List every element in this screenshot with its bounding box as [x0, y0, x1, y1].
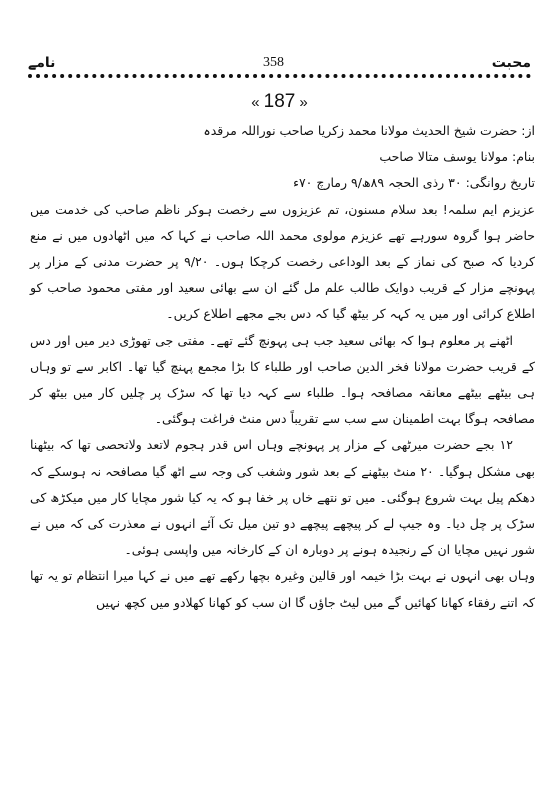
header-left-title: نامے	[28, 55, 56, 71]
letter-meta	[30, 118, 535, 197]
paragraph: اٹھنے پر معلوم ہوا کہ بھائی سعید جب ہی پہونچ گئے تھے۔ مفتی جی تھوڑی دیر میں اور دس کے قریب حضرت مولانا فخر الدین صاحب اور طلباء کا بڑا مجمع پہنچ گیا تھا۔ اکابر سے تو وہاں ہی بیٹھے بیٹھے معانقہ مصافحہ ہوا۔ طلباء سے کہہ دیا تھا کہ سڑک پر چلیں کار میں بیٹھ کر مصافحہ ہوگا بہت اطمینان سے سب سے تقریباً دس منٹ فراغت ہوگئی۔	[30, 332, 535, 427]
paragraph: ۱۲ بجے حضرت میرٹھی کے مزار پر پہونچے وہاں اس قدر ہجوم لاتعد ولاتحصی تھا کہ بیٹھنا بھی مشکل ہوگیا۔ ۲۰ منٹ بیٹھنے کے بعد شور وشغب کی وجہ سے اٹھ گیا مصافحہ نہ ہوسکے کہ دھکم پیل بہت شروع ہوگئی۔ میں تو نتھے خاں پر خفا ہو کہ یہ کیا شور مچایا کار میں میکڑھ کی سڑک پر چل دیا۔ وہ جیپ لے کر پیچھے پیچھے دو تین میل تک آئے انہوں نے معذرت کی کہ میں نے شور نہیں مچایا ان کے رنجیدہ ہونے پر دوبارہ ان کے کارخانہ میں واپسی ہوئی۔	[30, 437, 535, 558]
page-header	[28, 52, 531, 74]
page-number: 358	[263, 55, 285, 70]
letter-to: بنام: مولانا یوسف متالا صاحب	[379, 149, 535, 165]
letter-body	[30, 118, 535, 616]
letter-number: « 187 »	[241, 90, 317, 114]
header-right-title: محبت	[491, 55, 531, 71]
header-dotted-divider	[28, 74, 531, 84]
letter-from: از: حضرت شیخ الحدیث مولانا محمد زکریا صاحب نوراللہ مرقدہ	[203, 123, 535, 138]
letter-date: تاریخ روانگی: ۳۰ رذی الحجہ ۸۹ھ/۹ رمارچ ۷۰ء	[293, 175, 535, 191]
paragraph: عزیزم ایم سلمہ! بعد سلام مسنون، تم عزیزوں سے رخصت ہوکر ناظم صاحب کی خدمت میں حاضر ہوا گروہ سورہے تھے عزیزم مولوی محمد اللہ صاحب نے کہا کہ میں اٹھادوں میں نے منع کردیا کہ صبح کی نماز کے بعد الوداعی رخصت کرچکا ہوں۔ ۹/۲۰ پر حضرت مدنی کے مزار پر پہونچے مزار کے قریب دوایک طالب علم مل گئے ان سے بھائی سعید اور مفتی محمود صاحب کو اطلاع کرائی اور میں یہ کہہ کر بیٹھ گیا کہ دس بجے مجھے اطلاع کریں۔	[30, 201, 536, 322]
letter-number-ornament	[0, 90, 559, 114]
paragraph: وہاں بھی انہوں نے بہت بڑا خیمہ اور قالین وغیرہ بچھا رکھے تھے میں نے کہا میرا انتظام تو یہ تھا کہ اتنے رفقاء کھانا کھائیں گے میں لیٹ جاؤں گا ان سب کو کھانا کھلادو میں کچھ نہیں	[30, 568, 535, 610]
